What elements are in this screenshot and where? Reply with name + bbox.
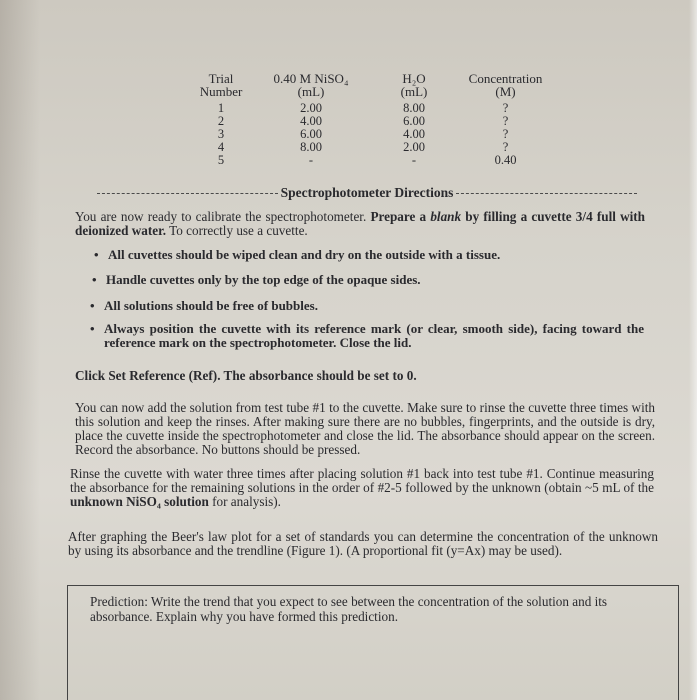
table-row xyxy=(190,115,553,128)
water-cell: - xyxy=(411,153,417,167)
water-cell: 2.00 xyxy=(403,140,425,154)
concentration-cell: ? xyxy=(502,101,509,115)
graph-paragraph: After graphing the Beer's law plot for a set of standards you can determine the concentration of the unknown by using its absorbance and the trendline (Figure 1). (A proportional fit (y=Ax) may be used). xyxy=(68,529,658,558)
page-shadow xyxy=(0,0,40,700)
trial-cell: 2 xyxy=(217,114,225,128)
dashed-rule-right xyxy=(456,193,637,194)
concentration-cell: 0.40 xyxy=(494,153,517,167)
table-row xyxy=(190,154,553,167)
prediction-box[interactable] xyxy=(67,585,679,700)
niso4-cell: 4.00 xyxy=(300,114,322,128)
header-water-volume: H₂O (mL) xyxy=(400,71,428,99)
table-row xyxy=(190,128,553,141)
trial-cell: 1 xyxy=(217,101,225,115)
bullet-item: • All cuvettes should be wiped clean and dry on the outside with a tissue. xyxy=(94,247,501,262)
trial-cell: 4 xyxy=(217,140,225,154)
concentration-cell: ? xyxy=(502,114,509,128)
concentration-cell: ? xyxy=(502,127,509,141)
section-separator xyxy=(97,186,637,200)
header-niso4-volume: 0.40 M NiSO₄ (mL) xyxy=(273,71,349,99)
niso4-cell: - xyxy=(308,153,314,167)
water-cell: 8.00 xyxy=(403,101,425,115)
table-row xyxy=(190,98,553,115)
bullet-item: • Handle cuvettes only by the top edge of the opaque sides. xyxy=(92,272,421,287)
bullet-icon: • xyxy=(90,298,95,313)
bullet-item: • Always position the cuvette with its reference mark (or clear, smooth side), facing toward the reference mark on the spectrophotometer. Close the lid. xyxy=(90,321,644,350)
prediction-prompt: Prediction: Write the trend that you expect to see between the concentration of the solution and its absorbance. Explain why you have formed this prediction. xyxy=(90,594,608,624)
niso4-cell: 2.00 xyxy=(300,101,322,115)
niso4-cell: 8.00 xyxy=(300,140,322,154)
water-cell: 4.00 xyxy=(403,127,425,141)
water-cell: 6.00 xyxy=(403,114,425,128)
bullet-icon: • xyxy=(90,321,95,336)
concentration-cell: ? xyxy=(502,140,509,154)
trials-table xyxy=(190,72,553,167)
bullet-icon: • xyxy=(92,272,97,287)
header-concentration: Concentration (M) xyxy=(468,71,543,99)
intro-paragraph: You are now ready to calibrate the spectrophotometer. Prepare a blank by filling a cuvette 3/4 full with deionized water. To correctly use a cuvette. xyxy=(75,209,645,238)
bullet-item: • All solutions should be free of bubbles. xyxy=(90,298,318,313)
bullet-icon: • xyxy=(94,247,99,262)
dashed-rule-left xyxy=(97,193,278,194)
trial-cell: 3 xyxy=(217,127,225,141)
reference-step: Click Set Reference (Ref). The absorbance should be set to 0. xyxy=(75,368,417,383)
section-title: Spectrophotometer Directions xyxy=(280,185,454,200)
measure-paragraph: You can now add the solution from test tube #1 to the cuvette. Make sure to rinse the cuvette three times with this solution and keep the rinses. After making sure there are no bubbles, fingerprints, and the outside is dry, place the cuvette inside the spectrophotometer and close the lid. The absorbance should appear on the screen. Record the absorbance. No buttons should be pressed. xyxy=(75,400,655,457)
table-header-row xyxy=(190,72,553,98)
rinse-paragraph: Rinse the cuvette with water three times after placing solution #1 back into test tube #1. Continue measuring the absorbance for the remaining solutions in the order of #2-5 followed by the unknown (obtain ~5 mL of the unknown NiSO₄ solution for analysis). xyxy=(70,466,654,509)
header-trial-number: Trial Number xyxy=(199,71,243,99)
niso4-cell: 6.00 xyxy=(300,127,322,141)
trial-cell: 5 xyxy=(217,153,225,167)
page-edge-highlight xyxy=(689,0,697,700)
